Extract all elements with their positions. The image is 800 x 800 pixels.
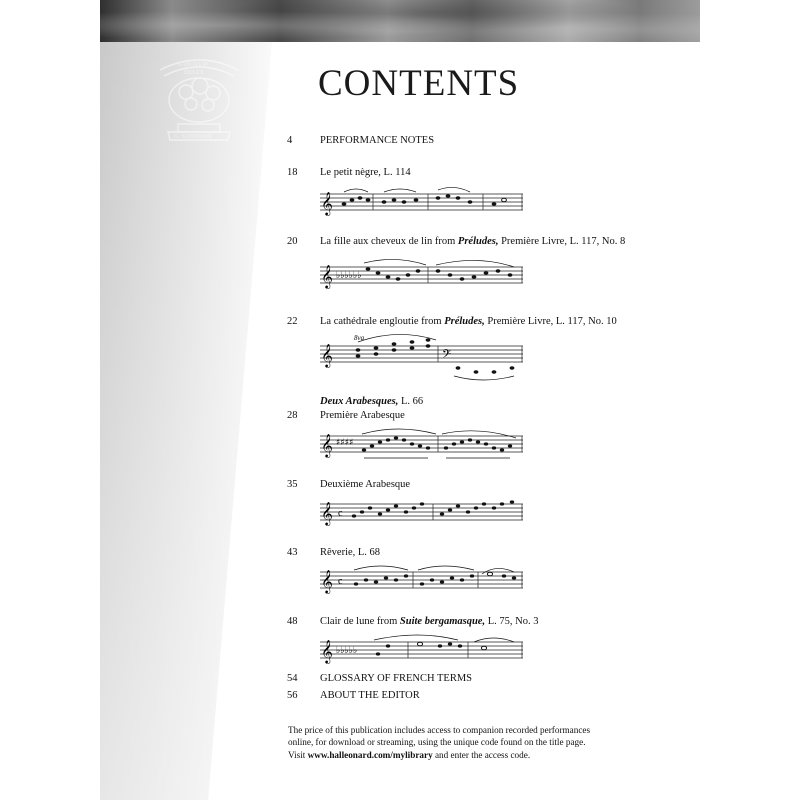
svg-text:♭♭♭♭♭: ♭♭♭♭♭ <box>336 646 358 656</box>
svg-text:DULCE: DULCE <box>184 70 204 76</box>
svg-text:♭♭♭♭♭♭: ♭♭♭♭♭♭ <box>336 271 362 281</box>
entry-title: La fille aux cheveux de lin from Préludes, Première Livre, L. 117, No. 8 <box>320 236 626 247</box>
entry-title: Deuxième Arabesque <box>320 479 411 490</box>
svg-text:𝄞: 𝄞 <box>321 569 333 593</box>
music-incipit <box>318 257 528 291</box>
svg-text:c: c <box>338 576 343 587</box>
access-code-note: The price of this publication includes access to companion recorded performances online, for download or streaming, using the unique code found on the title page. Visit www.halleonard.com/mylibrary and enter the access code. <box>288 725 591 760</box>
entry-title: La cathédrale engloutie from Préludes, Première Livre, L. 117, No. 10 <box>320 316 617 327</box>
svg-text:♯♯♯♯: ♯♯♯♯ <box>336 438 354 448</box>
entry-title: PERFORMANCE NOTES <box>320 135 435 146</box>
page-number: 22 <box>287 316 298 327</box>
entry-title: Le petit nègre, L. 114 <box>320 167 411 178</box>
decorative-header-band <box>100 0 700 42</box>
svg-text:𝄞: 𝄞 <box>321 433 333 457</box>
entry-title: Première Arabesque <box>320 410 405 421</box>
page-number: 4 <box>287 135 293 146</box>
svg-text:𝄞: 𝄞 <box>321 264 333 288</box>
page-number: 43 <box>287 547 298 558</box>
contents-page: LABORUM DULCE G. SCHIRMER CONTENTS 4 PERFORMANCE NOTES 18 Le petit nègre, L. 114 𝄞 20 La fille aux cheveux de lin from Préludes, Première Livre, L. 117, No. 8 𝄞 ♭♭♭♭♭♭ 22 La cathédrale engloutie from Préludes, Première Livre, L. 117, No. 10 𝄞 8va 𝄢 Deux Arabesques, L. 66 28 Première Arabesque 𝄞 ♯♯♯♯ 35 Deuxième Arabesque 𝄞 c 43 Rêverie, L. 68 𝄞 c 48 Clair de lune from Suite bergamasque, L. 75, No. 3 𝄞 ♭♭♭♭♭ 54 GLOSSARY OF FRENCH TERMS 56 ABOUT THE EDITOR The price of this publication includes access to companion recorded performances online, for download or streaming, using the unique code found on the title page. Visit www.halleonard.com/mylibrary and enter the access code. <box>100 0 700 800</box>
music-incipit <box>318 186 528 216</box>
svg-text:LABORUM: LABORUM <box>178 62 209 68</box>
music-incipit <box>318 632 528 666</box>
music-incipit <box>318 494 528 534</box>
svg-text:𝄞: 𝄞 <box>321 501 333 525</box>
entry-title: Clair de lune from Suite bergamasque, L. 75, No. 3 <box>320 616 539 627</box>
ottava-marking: 8va <box>354 334 365 342</box>
entry-title: GLOSSARY OF FRENCH TERMS <box>320 673 472 684</box>
music-incipit <box>318 330 528 382</box>
entry-title: ABOUT THE EDITOR <box>320 690 420 701</box>
music-incipit <box>318 562 528 598</box>
page-number: 56 <box>287 690 298 701</box>
page-number: 48 <box>287 616 298 627</box>
page-number: 28 <box>287 410 298 421</box>
page-number: 35 <box>287 479 298 490</box>
page-number: 54 <box>287 673 298 684</box>
decorative-gradient-wedge <box>100 42 700 800</box>
entry-title: Rêverie, L. 68 <box>320 547 381 558</box>
page-number: 18 <box>287 167 298 178</box>
schirmer-seal-logo <box>138 52 260 144</box>
svg-text:c: c <box>338 508 343 519</box>
svg-text:𝄞: 𝄞 <box>321 639 333 663</box>
music-incipit <box>318 426 528 470</box>
svg-text:𝄞: 𝄞 <box>321 343 333 367</box>
page-number: 20 <box>287 236 298 247</box>
svg-text:𝄞: 𝄞 <box>321 191 333 215</box>
library-link[interactable]: www.halleonard.com/mylibrary <box>307 749 433 760</box>
page-title: CONTENTS <box>318 63 520 104</box>
svg-text:G. SCHIRMER: G. SCHIRMER <box>174 134 213 140</box>
svg-text:𝄢: 𝄢 <box>442 348 452 364</box>
